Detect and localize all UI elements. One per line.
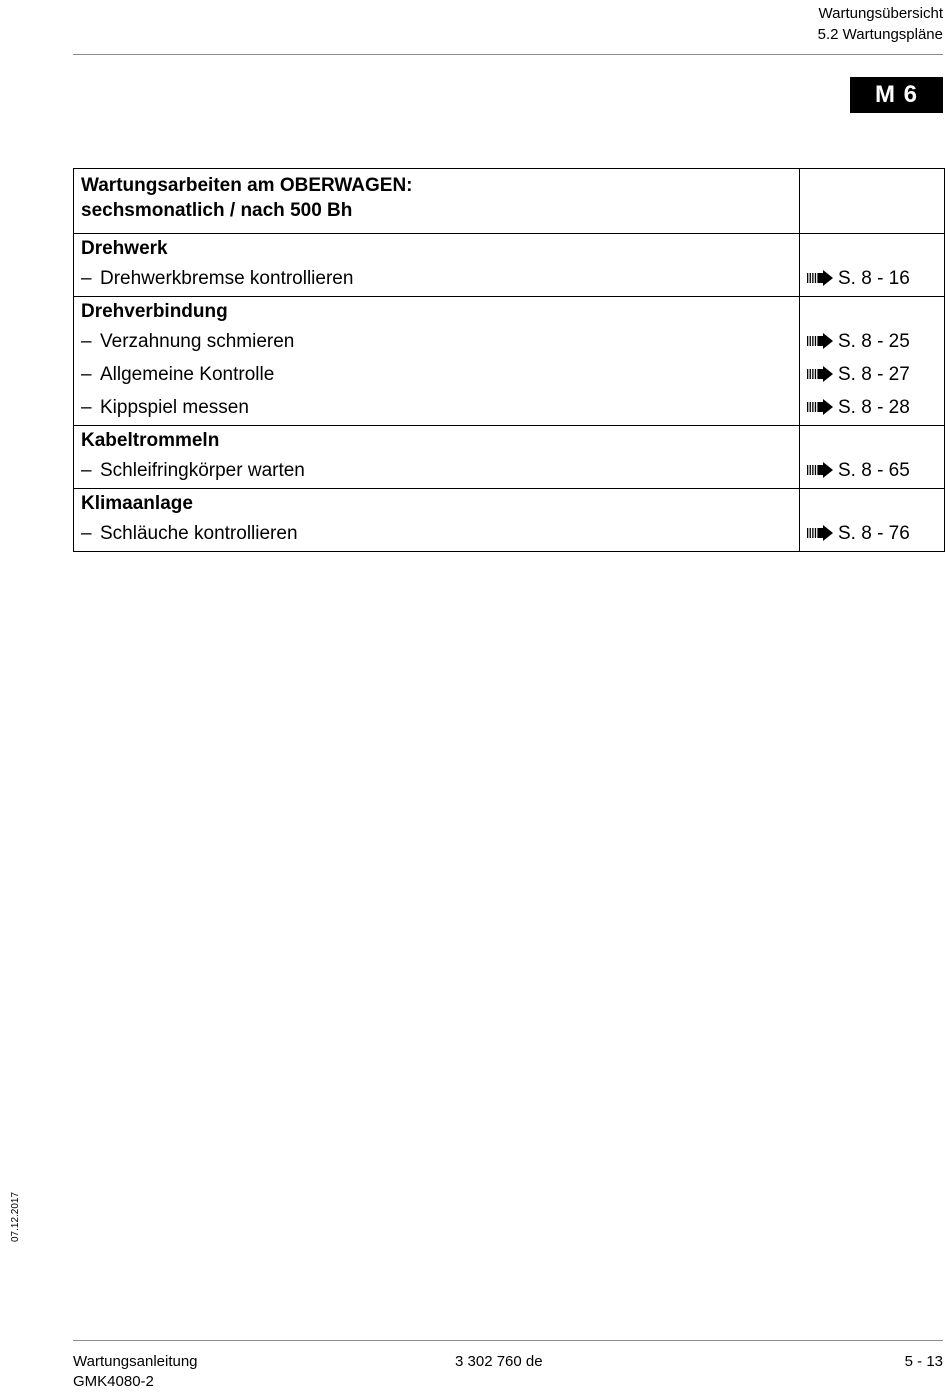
table-row: [74, 326, 945, 359]
bullet-dash: –: [81, 268, 92, 289]
page-reference[interactable]: [800, 359, 945, 392]
section-title: Kabeltrommeln: [74, 426, 800, 456]
task-text: Schleifringkörper warten: [100, 460, 305, 481]
section-title: Drehwerk: [74, 234, 800, 264]
task-text: Drehwerkbremse kontrollieren: [100, 268, 354, 289]
page-reference[interactable]: [800, 263, 945, 297]
table-title-line2: sechsmonatlich / nach 500 Bh: [81, 200, 353, 221]
reference-arrow-icon: [807, 361, 833, 392]
footer-divider: [73, 1340, 943, 1341]
header-section: 5.2 Wartungspläne: [817, 26, 943, 43]
task-text: Verzahnung schmieren: [100, 331, 295, 352]
bullet-dash: –: [81, 523, 92, 544]
reference-arrow-icon: [807, 328, 833, 359]
maintenance-badge: M 6: [850, 77, 943, 113]
task-text: Schläuche kontrollieren: [100, 523, 298, 544]
reference-text: S. 8 - 16: [838, 268, 910, 289]
table-row: [74, 455, 945, 489]
reference-arrow-icon: [807, 457, 833, 488]
reference-text: S. 8 - 27: [838, 364, 910, 385]
bullet-dash: –: [81, 397, 92, 418]
task-text: Kippspiel messen: [100, 397, 249, 418]
table-row: [74, 392, 945, 426]
footer-manual-title: Wartungsanleitung: [73, 1353, 198, 1370]
page-reference[interactable]: [800, 392, 945, 426]
maintenance-plan-table: [73, 168, 945, 552]
table-row: [74, 263, 945, 297]
header-chapter: Wartungsübersicht: [818, 5, 943, 22]
reference-text: S. 8 - 28: [838, 397, 910, 418]
table-title-ref-cell: [800, 169, 945, 234]
reference-text: S. 8 - 65: [838, 460, 910, 481]
bullet-dash: –: [81, 460, 92, 481]
reference-arrow-icon: [807, 394, 833, 425]
footer-doc-number: 3 302 760 de: [455, 1353, 543, 1370]
section-title: Klimaanlage: [74, 489, 800, 519]
footer-page-number: 5 - 13: [904, 1353, 943, 1370]
bullet-dash: –: [81, 331, 92, 352]
header-divider: [73, 54, 943, 55]
table-row: [74, 359, 945, 392]
print-date: 07.12.2017: [10, 1191, 21, 1242]
reference-text: S. 8 - 76: [838, 523, 910, 544]
reference-arrow-icon: [807, 520, 833, 551]
table-row: [74, 518, 945, 552]
footer-model: GMK4080-2: [73, 1373, 154, 1390]
footer-manual: [73, 1352, 198, 1392]
header-breadcrumb: [818, 3, 943, 45]
reference-arrow-icon: [807, 265, 833, 296]
bullet-dash: –: [81, 364, 92, 385]
reference-text: S. 8 - 25: [838, 331, 910, 352]
table-title: [74, 169, 800, 234]
page-reference[interactable]: [800, 518, 945, 552]
table-title-line1: Wartungsarbeiten am OBERWAGEN:: [81, 175, 413, 196]
section-title: Drehverbindung: [74, 297, 800, 327]
page-reference[interactable]: [800, 455, 945, 489]
page-reference[interactable]: [800, 326, 945, 359]
task-text: Allgemeine Kontrolle: [100, 364, 275, 385]
